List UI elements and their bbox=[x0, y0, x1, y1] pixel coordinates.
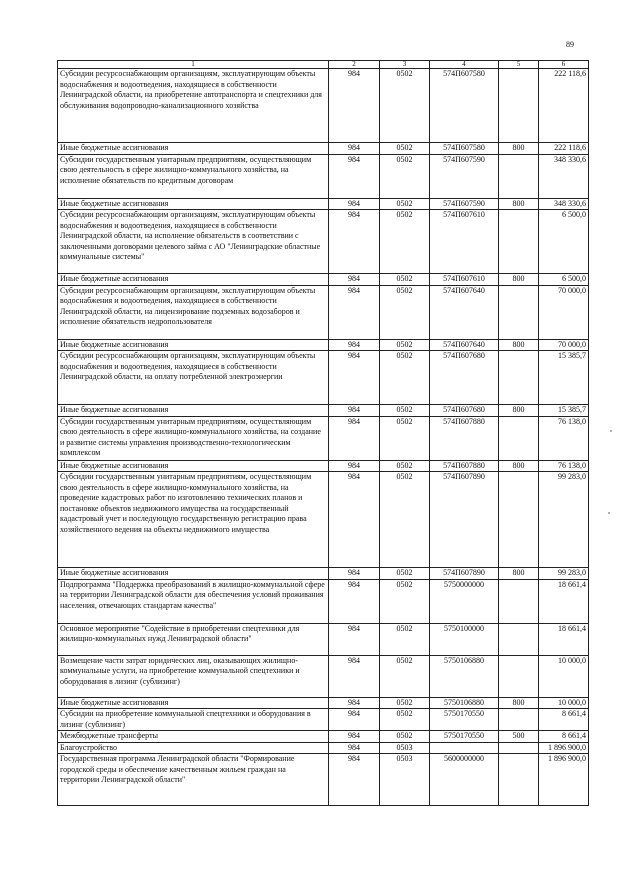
table-row bbox=[58, 460, 589, 472]
target-article-cell: 5750106880 bbox=[430, 655, 499, 697]
amount-cell: 8 661,4 bbox=[539, 709, 589, 731]
table-row bbox=[58, 416, 589, 460]
amount-cell: 348 330,6 bbox=[539, 154, 589, 198]
scan-speck bbox=[610, 430, 612, 432]
table-row bbox=[58, 568, 589, 580]
table-row bbox=[58, 655, 589, 697]
target-article-cell: 574П607680 bbox=[430, 405, 499, 417]
section-code-cell: 0502 bbox=[380, 210, 430, 274]
row-name-cell: Благоустройство bbox=[58, 742, 329, 754]
column-header: 5 bbox=[499, 61, 539, 69]
column-header: 4 bbox=[430, 61, 499, 69]
ministry-code-cell: 984 bbox=[329, 351, 380, 405]
row-name-cell: Иные бюджетные ассигнования bbox=[58, 460, 329, 472]
expense-type-cell bbox=[499, 623, 539, 655]
amount-cell: 99 283,0 bbox=[539, 472, 589, 568]
section-code-cell: 0502 bbox=[380, 69, 430, 143]
table-row bbox=[58, 351, 589, 405]
amount-cell: 18 661,4 bbox=[539, 623, 589, 655]
row-name-cell: Иные бюджетные ассигнования bbox=[58, 143, 329, 155]
amount-cell: 6 500,0 bbox=[539, 274, 589, 286]
amount-cell: 70 000,0 bbox=[539, 285, 589, 339]
ministry-code-cell: 984 bbox=[329, 709, 380, 731]
section-code-cell: 0502 bbox=[380, 143, 430, 155]
table-row bbox=[58, 623, 589, 655]
ministry-code-cell: 984 bbox=[329, 416, 380, 460]
expense-type-cell bbox=[499, 472, 539, 568]
target-article-cell: 5750170550 bbox=[430, 709, 499, 731]
row-name-cell: Субсидии государственным унитарным предприятиям, осуществляющим свою деятельность в сфере жилищно-коммунального хозяйства, на исполнение обязательств по кредитным договорам bbox=[58, 154, 329, 198]
amount-cell: 222 118,6 bbox=[539, 69, 589, 143]
section-code-cell: 0502 bbox=[380, 274, 430, 286]
ministry-code-cell: 984 bbox=[329, 339, 380, 351]
section-code-cell: 0502 bbox=[380, 416, 430, 460]
ministry-code-cell: 984 bbox=[329, 460, 380, 472]
target-article-cell: 574П607880 bbox=[430, 416, 499, 460]
row-name-cell: Государственная программа Ленинградской области "Формирование городской среды и обеспечение качественным жильем граждан на территории Ленинградской области" bbox=[58, 754, 329, 806]
section-code-cell: 0502 bbox=[380, 285, 430, 339]
section-code-cell: 0502 bbox=[380, 709, 430, 731]
ministry-code-cell: 984 bbox=[329, 742, 380, 754]
amount-cell: 348 330,6 bbox=[539, 198, 589, 210]
target-article-cell: 574П607640 bbox=[430, 339, 499, 351]
amount-cell: 8 661,4 bbox=[539, 731, 589, 743]
ministry-code-cell: 984 bbox=[329, 210, 380, 274]
row-name-cell: Субсидии государственным унитарным предприятиям, осуществляющим свою деятельность в сфере жилищно-коммунального хозяйства, на создание и развитие системы управления производственно-технологическим комплексом bbox=[58, 416, 329, 460]
row-name-cell: Подпрограмма "Поддержка преобразований в жилищно-коммунальной сфере на территории Ленинградской области для обеспечения условий проживания населения, отвечающих стандартам качества" bbox=[58, 579, 329, 623]
section-code-cell: 0502 bbox=[380, 339, 430, 351]
target-article-cell: 5750170550 bbox=[430, 731, 499, 743]
expense-type-cell bbox=[499, 754, 539, 806]
amount-cell: 222 118,6 bbox=[539, 143, 589, 155]
ministry-code-cell: 984 bbox=[329, 154, 380, 198]
column-header: 6 bbox=[539, 61, 589, 69]
expense-type-cell: 800 bbox=[499, 274, 539, 286]
expense-type-cell: 500 bbox=[499, 731, 539, 743]
table-row bbox=[58, 709, 589, 731]
row-name-cell: Иные бюджетные ассигнования bbox=[58, 198, 329, 210]
table-row bbox=[58, 405, 589, 417]
target-article-cell: 5750100000 bbox=[430, 623, 499, 655]
expense-type-cell bbox=[499, 285, 539, 339]
expense-type-cell: 800 bbox=[499, 198, 539, 210]
row-name-cell: Иные бюджетные ассигнования bbox=[58, 274, 329, 286]
target-article-cell: 574П607580 bbox=[430, 69, 499, 143]
target-article-cell: 574П607640 bbox=[430, 285, 499, 339]
column-header: 1 bbox=[58, 61, 329, 69]
section-code-cell: 0502 bbox=[380, 405, 430, 417]
expense-type-cell bbox=[499, 69, 539, 143]
target-article-cell: 574П607590 bbox=[430, 154, 499, 198]
ministry-code-cell: 984 bbox=[329, 697, 380, 709]
row-name-cell: Субсидии ресурсоснабжающим организациям, эксплуатирующим объекты водоснабжения и водоотведения, находящиеся в собственности Ленинградской области, на лицензирование подземных водозаборов и исполнение обязательств недропользователя bbox=[58, 285, 329, 339]
table-row bbox=[58, 339, 589, 351]
section-code-cell: 0502 bbox=[380, 697, 430, 709]
expense-type-cell bbox=[499, 351, 539, 405]
ministry-code-cell: 984 bbox=[329, 274, 380, 286]
expense-type-cell: 800 bbox=[499, 697, 539, 709]
row-name-cell: Иные бюджетные ассигнования bbox=[58, 339, 329, 351]
expense-type-cell: 800 bbox=[499, 460, 539, 472]
section-code-cell: 0503 bbox=[380, 742, 430, 754]
table-row bbox=[58, 742, 589, 754]
ministry-code-cell: 984 bbox=[329, 472, 380, 568]
amount-cell: 70 000,0 bbox=[539, 339, 589, 351]
section-code-cell: 0502 bbox=[380, 731, 430, 743]
target-article-cell: 574П607680 bbox=[430, 351, 499, 405]
target-article-cell: 574П607880 bbox=[430, 460, 499, 472]
amount-cell: 1 896 900,0 bbox=[539, 754, 589, 806]
row-name-cell: Субсидии ресурсоснабжающим организациям, эксплуатирующим объекты водоснабжения и водоотведения, находящиеся в собственности Ленинградской области, на приобретение автотранспорта и спецтехники для обслуживания водопроводно-канализационного хозяйства bbox=[58, 69, 329, 143]
amount-cell: 18 661,4 bbox=[539, 579, 589, 623]
section-code-cell: 0502 bbox=[380, 655, 430, 697]
section-code-cell: 0502 bbox=[380, 579, 430, 623]
table-row bbox=[58, 143, 589, 155]
section-code-cell: 0502 bbox=[380, 568, 430, 580]
amount-cell: 15 385,7 bbox=[539, 351, 589, 405]
column-header: 3 bbox=[380, 61, 430, 69]
target-article-cell: 574П607590 bbox=[430, 198, 499, 210]
ministry-code-cell: 984 bbox=[329, 655, 380, 697]
table-row bbox=[58, 274, 589, 286]
amount-cell: 76 138,0 bbox=[539, 416, 589, 460]
row-name-cell: Иные бюджетные ассигнования bbox=[58, 697, 329, 709]
row-name-cell: Межбюджетные трансферты bbox=[58, 731, 329, 743]
target-article-cell: 5600000000 bbox=[430, 754, 499, 806]
expense-type-cell: 800 bbox=[499, 405, 539, 417]
ministry-code-cell: 984 bbox=[329, 623, 380, 655]
target-article-cell: 574П607580 bbox=[430, 143, 499, 155]
table-row bbox=[58, 69, 589, 143]
expense-type-cell: 800 bbox=[499, 143, 539, 155]
ministry-code-cell: 984 bbox=[329, 285, 380, 339]
row-name-cell: Субсидии на приобретение коммунальной спецтехники и оборудования в лизинг (сублизинг) bbox=[58, 709, 329, 731]
row-name-cell: Субсидии ресурсоснабжающим организациям, эксплуатирующим объекты водоснабжения и водоотведения, находящиеся в собственности Ленинградской области, на оплату потребленной электроэнергии bbox=[58, 351, 329, 405]
expense-type-cell: 800 bbox=[499, 568, 539, 580]
section-code-cell: 0502 bbox=[380, 154, 430, 198]
expense-type-cell bbox=[499, 742, 539, 754]
row-name-cell: Субсидии ресурсоснабжающим организациям, эксплуатирующим объекты водоснабжения и водоотведения, находящиеся в собственности Ленинградской области, на исполнение обязательств в соответствии с заключенными договорами целевого займа с АО "Ленинградские областные коммунальные системы" bbox=[58, 210, 329, 274]
section-code-cell: 0502 bbox=[380, 472, 430, 568]
expense-type-cell bbox=[499, 154, 539, 198]
amount-cell: 1 896 900,0 bbox=[539, 742, 589, 754]
ministry-code-cell: 984 bbox=[329, 198, 380, 210]
scan-speck bbox=[608, 512, 610, 514]
column-header: 2 bbox=[329, 61, 380, 69]
target-article-cell: 574П607890 bbox=[430, 472, 499, 568]
table-row bbox=[58, 198, 589, 210]
amount-cell: 15 385,7 bbox=[539, 405, 589, 417]
ministry-code-cell: 984 bbox=[329, 579, 380, 623]
ministry-code-cell: 984 bbox=[329, 568, 380, 580]
table-row bbox=[58, 154, 589, 198]
ministry-code-cell: 984 bbox=[329, 69, 380, 143]
target-article-cell: 574П607890 bbox=[430, 568, 499, 580]
section-code-cell: 0502 bbox=[380, 460, 430, 472]
target-article-cell: 574П607610 bbox=[430, 274, 499, 286]
amount-cell: 76 138,0 bbox=[539, 460, 589, 472]
ministry-code-cell: 984 bbox=[329, 754, 380, 806]
target-article-cell: 574П607610 bbox=[430, 210, 499, 274]
target-article-cell: 5750000000 bbox=[430, 579, 499, 623]
expense-type-cell bbox=[499, 210, 539, 274]
target-article-cell bbox=[430, 742, 499, 754]
section-code-cell: 0502 bbox=[380, 351, 430, 405]
ministry-code-cell: 984 bbox=[329, 143, 380, 155]
table-row bbox=[58, 731, 589, 743]
page-number: 89 bbox=[566, 40, 574, 49]
ministry-code-cell: 984 bbox=[329, 731, 380, 743]
expense-type-cell bbox=[499, 655, 539, 697]
expense-type-cell bbox=[499, 416, 539, 460]
target-article-cell: 5750106880 bbox=[430, 697, 499, 709]
table-row bbox=[58, 697, 589, 709]
table-row bbox=[58, 210, 589, 274]
budget-table bbox=[57, 60, 589, 806]
table-row bbox=[58, 285, 589, 339]
table-row bbox=[58, 579, 589, 623]
row-name-cell: Иные бюджетные ассигнования bbox=[58, 568, 329, 580]
table-header-row bbox=[58, 61, 589, 69]
row-name-cell: Основное мероприятие "Содействие в приобретении спецтехники для жилищно-коммунальных нужд Ленинградской области" bbox=[58, 623, 329, 655]
expense-type-cell bbox=[499, 579, 539, 623]
amount-cell: 10 000,0 bbox=[539, 697, 589, 709]
section-code-cell: 0503 bbox=[380, 754, 430, 806]
amount-cell: 6 500,0 bbox=[539, 210, 589, 274]
amount-cell: 10 000,0 bbox=[539, 655, 589, 697]
row-name-cell: Субсидии государственным унитарным предприятиям, осуществляющим свою деятельность в сфере жилищно-коммунального хозяйства, на проведение кадастровых работ по изготовлению технических планов и постановке объектов недвижимого имущества на государственный кадастровый учет и последующую государственную регистрацию права хозяйственного ведения на объекты недвижимого имущества bbox=[58, 472, 329, 568]
expense-type-cell: 800 bbox=[499, 339, 539, 351]
expense-type-cell bbox=[499, 709, 539, 731]
table-row bbox=[58, 754, 589, 806]
ministry-code-cell: 984 bbox=[329, 405, 380, 417]
row-name-cell: Иные бюджетные ассигнования bbox=[58, 405, 329, 417]
section-code-cell: 0502 bbox=[380, 198, 430, 210]
section-code-cell: 0502 bbox=[380, 623, 430, 655]
table-row bbox=[58, 472, 589, 568]
row-name-cell: Возмещение части затрат юридических лиц, оказывающих жилищно-коммунальные услуги, на приобретение коммунальной спецтехники и оборудования в лизинг (сублизинг) bbox=[58, 655, 329, 697]
amount-cell: 99 283,0 bbox=[539, 568, 589, 580]
